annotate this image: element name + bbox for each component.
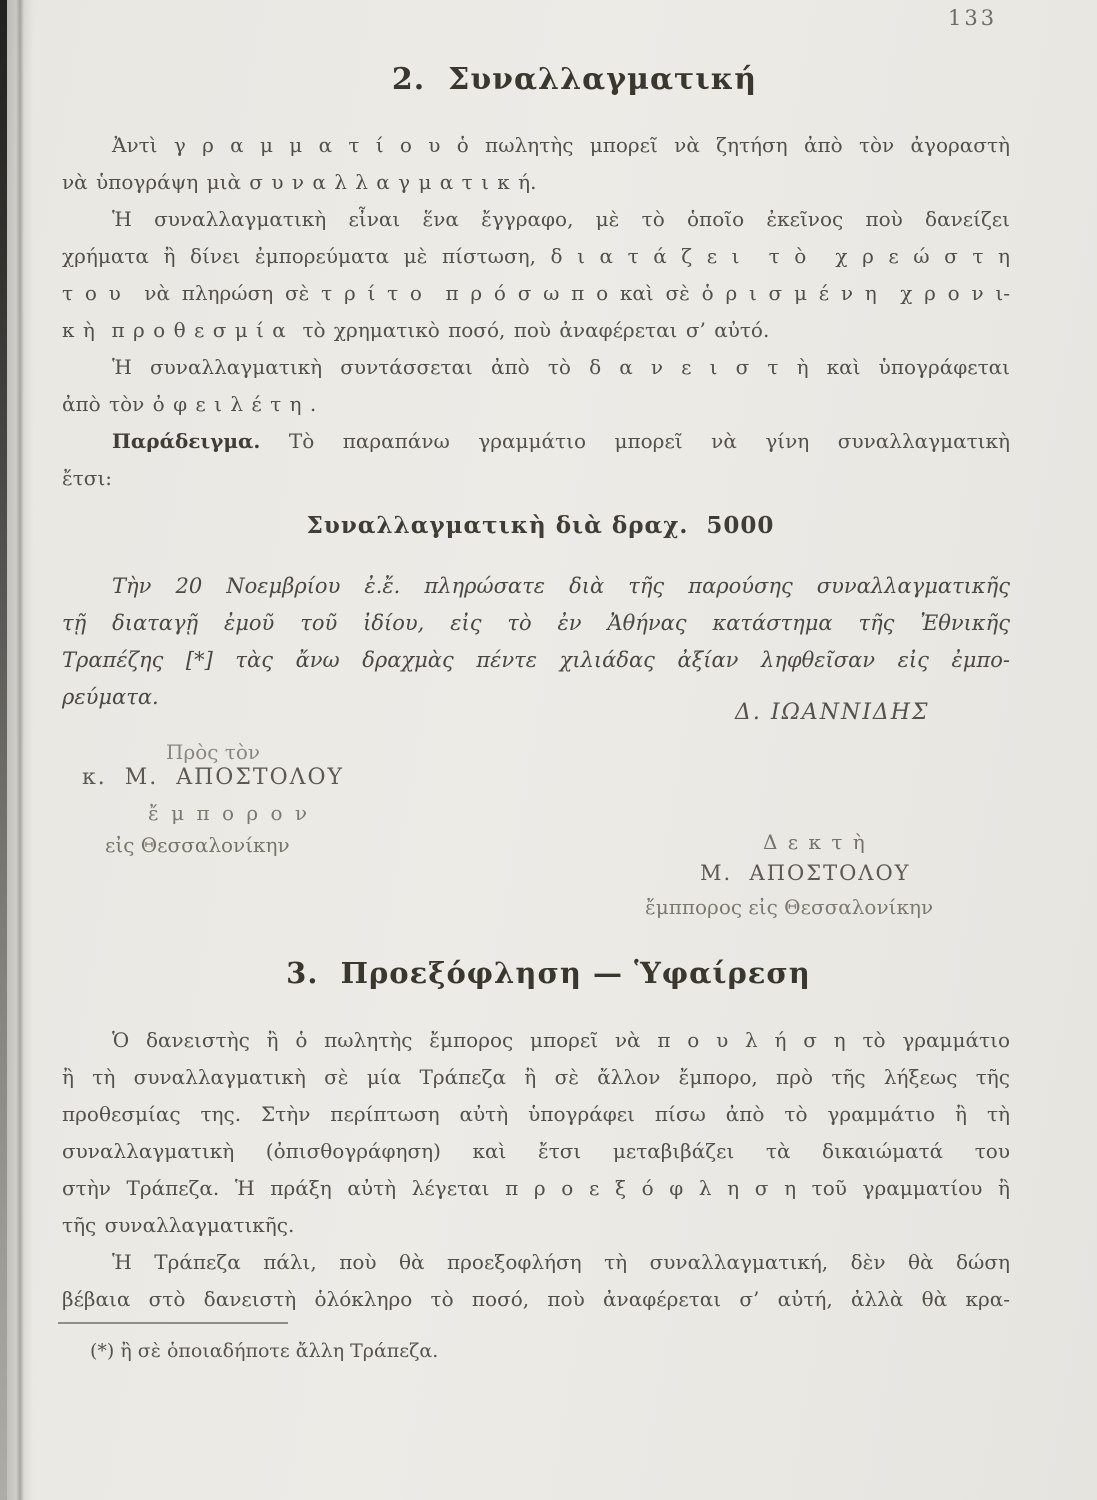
drawer-signature: Δ. ΙΩΑΝΝΙΔΗΣ xyxy=(735,700,930,725)
example-label: Παράδειγμα. xyxy=(112,429,261,453)
text-line: στὴν Τράπεζα. Ἡ πράξη αὐτὴ λέγεται π ρ ο ε ξ ό φ λ η σ η τοῦ γραμματίου ἢ xyxy=(62,1176,1010,1200)
acceptance-name: Μ. ΑΠΟΣΤΟΛΟΥ xyxy=(700,861,911,885)
addressee-salutation: Πρὸς τὸν xyxy=(166,740,261,764)
page-number: 133 xyxy=(948,6,998,30)
text-line: ἔτσι: xyxy=(62,466,113,490)
example-text: Τὸ παραπάνω γραμμάτιο μπορεῖ νὰ γίνη συναλλαγματικὴ xyxy=(260,429,1010,453)
text-line: τῆς συναλλαγματικῆς. xyxy=(62,1213,295,1237)
text-line: Ἡ Τράπεζα πάλι, ποὺ θὰ προεξοφλήση τὴ συναλλαγματική, δὲν θὰ δώση xyxy=(112,1250,1010,1274)
text-line: τ ο υ νὰ πληρώση σὲ τ ρ ί τ ο π ρ ό σ ω π ο καὶ σὲ ὁ ρ ι σ μ έ ν η χ ρ ο ν ι- xyxy=(62,281,1010,305)
text-line: Ὁ δανειστὴς ἢ ὁ πωλητὴς ἔμπορος μπορεῖ νὰ π ο υ λ ή σ η τὸ γραμμάτιο xyxy=(112,1028,1010,1052)
section-3-heading: 3. Προεξόφληση — Ὑφαίρεση xyxy=(286,956,811,990)
binding-crease xyxy=(16,0,24,1500)
text-line: νὰ ὑπογράψη μιὰ σ υ ν α λ λ α γ μ α τ ι κ ή. xyxy=(62,170,537,194)
text-line: ρεύματα. xyxy=(62,685,159,709)
text-line: Ἡ συναλλαγματικὴ συντάσσεται ἀπὸ τὸ δ α ν ε ι σ τ ὴ καὶ ὑπογράφεται xyxy=(112,355,1010,379)
text-line: Τὴν 20 Νοεμβρίου ἐ.ἔ. πληρώσατε διὰ τῆς παρούσης συναλλαγματικῆς xyxy=(112,574,1010,598)
text-line xyxy=(62,423,1010,460)
text-line: ἢ τὴ συναλλαγματικὴ σὲ μία Τράπεζα ἢ σὲ ἄλλον ἔμπορο, πρὸ τῆς λήξεως τῆς xyxy=(62,1065,1010,1089)
text-line: Τραπέζης [*] τὰς ἄνω δραχμὰς πέντε χιλιάδας ἀξίαν ληφθεῖσαν εἰς ἐμπο- xyxy=(62,648,1010,672)
section-2-heading: 2. Συναλλαγματική xyxy=(391,62,758,97)
text-line: προθεσμίας της. Στὴν περίπτωση αὐτὴ ὑπογράφει πίσω ἀπὸ τὸ γραμμάτιο ἢ τὴ xyxy=(62,1102,1010,1126)
text-line: τῇ διαταγῇ ἐμοῦ τοῦ ἰδίου, εἰς τὸ ἐν Ἀθήνας κατάστημα τῆς Ἐθνικῆς xyxy=(62,611,1010,635)
text-line: κ ὴ π ρ ο θ ε σ μ ί α τὸ χρηματικὸ ποσό, ποὺ ἀναφέρεται σ’ αὐτό. xyxy=(62,318,770,342)
text-line: χρήματα ἢ δίνει ἐμπορεύματα μὲ πίστωση, δ ι α τ ά ζ ε ι τ ὸ χ ρ ε ώ σ τ η xyxy=(62,244,1010,268)
addressee-name: κ. Μ. ΑΠΟΣΤΟΛΟΥ xyxy=(82,765,345,790)
left-edge-shadow xyxy=(0,0,7,1500)
addressee-occupation: ἔ μ π ο ρ ο ν xyxy=(148,801,311,825)
bill-heading: Συναλλαγματικὴ διὰ δραχ. 5000 xyxy=(306,512,775,539)
footnote-rule xyxy=(58,1322,288,1324)
bill-body xyxy=(62,568,1010,716)
footnote-text: (*) ἢ σὲ ὁποιαδήποτε ἄλλη Τράπεζα. xyxy=(90,1340,439,1362)
text-line: ἀπὸ τὸν ὀ φ ε ι λ έ τ η . xyxy=(62,392,317,416)
acceptance-detail: ἔμππορος εἰς Θεσσαλονίκην xyxy=(645,895,934,919)
acceptance-label: Δ ε κ τ ὴ xyxy=(763,830,867,854)
text-line: Ἀντὶ γ ρ α μ μ α τ ί ο υ ὁ πωλητὴς μπορεῖ νὰ ζητήση ἀπὸ τὸν ἀγοραστὴ xyxy=(112,133,1010,157)
text-line: βέβαια στὸ δανειστὴ ὁλόκληρο τὸ ποσό, ποὺ ἀναφέρεται σ’ αὐτή, ἀλλὰ θὰ κρα- xyxy=(62,1287,1010,1311)
section-3-body xyxy=(62,1022,1010,1318)
text-line: Ἡ συναλλαγματικὴ εἶναι ἕνα ἔγγραφο, μὲ τὸ ὁποῖο ἐκεῖνος ποὺ δανείζει xyxy=(112,207,1010,231)
section-2-body xyxy=(62,127,1010,497)
addressee-city: εἰς Θεσσαλονίκην xyxy=(105,833,290,857)
text-line: συναλλαγματικὴ (ὀπισθογράφηση) καὶ ἔτσι μεταβιβάζει τὰ δικαιώματά του xyxy=(62,1139,1010,1163)
